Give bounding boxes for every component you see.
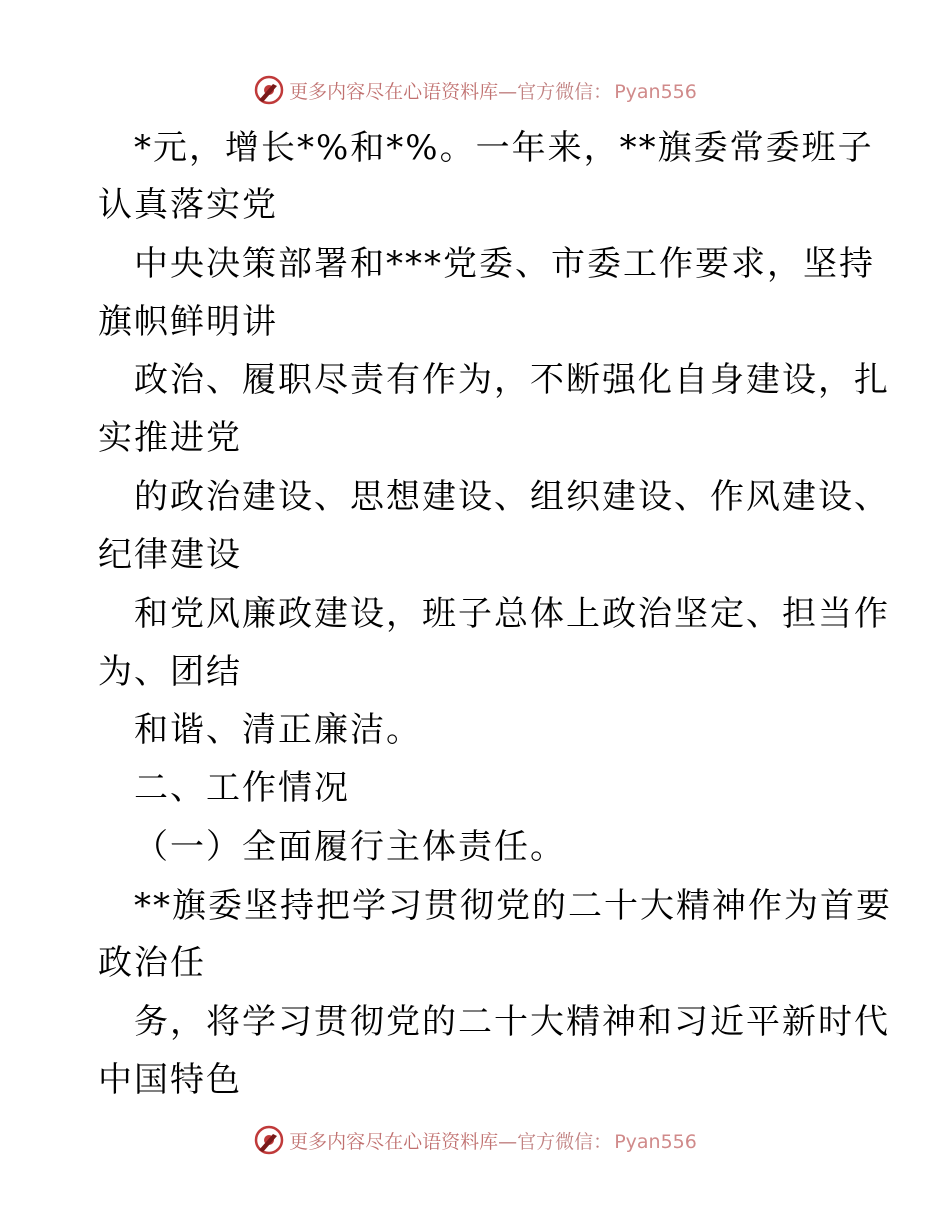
paragraph-line: 政治任 [98,943,206,983]
paragraph-line: 实推进党 [98,418,242,458]
subsection-heading: （一）全面履行主体责任。 [134,827,566,867]
footer-watermark [0,1120,950,1160]
paragraph-line: 纪律建设 [98,535,242,575]
paragraph-line: 为、团结 [98,652,242,692]
watermark-name: 更多内容尽在心语资料库 [289,1130,499,1153]
paragraph-line: *元，增长*%和*%。一年来，**旗委常委班子 [134,128,874,168]
watermark-dash: — [498,1130,518,1153]
watermark-label: 官方微信： [517,1130,613,1153]
paragraph-line: 旗帜鲜明讲 [98,302,278,342]
watermark-id: Pyan556 [614,1130,697,1153]
paragraph-line: 和谐、清正廉洁。 [134,710,422,750]
paragraph-line: 中央决策部署和***党委、市委工作要求，坚持 [134,244,875,284]
paragraph-line: **旗委坚持把学习贯彻党的二十大精神作为首要 [134,886,892,926]
paragraph-line: 中国特色 [98,1060,242,1100]
watermark-label: 官方微信： [517,80,613,103]
paragraph-line: 政治、履职尽责有作为，不断强化自身建设，扎 [134,360,890,400]
paragraph-line: 务，将学习贯彻党的二十大精神和习近平新时代 [134,1002,890,1042]
pen-logo-icon [253,1124,285,1156]
paragraph-line: 认真落实党 [98,185,278,225]
paragraph-line: 的政治建设、思想建设、组织建设、作风建设、 [134,477,890,517]
watermark-dash: — [498,80,518,103]
watermark-id: Pyan556 [614,80,697,103]
paragraph-line: 和党风廉政建设，班子总体上政治坚定、担当作 [134,594,890,634]
section-heading: 二、工作情况 [134,768,350,808]
watermark-name: 更多内容尽在心语资料库 [289,80,499,103]
